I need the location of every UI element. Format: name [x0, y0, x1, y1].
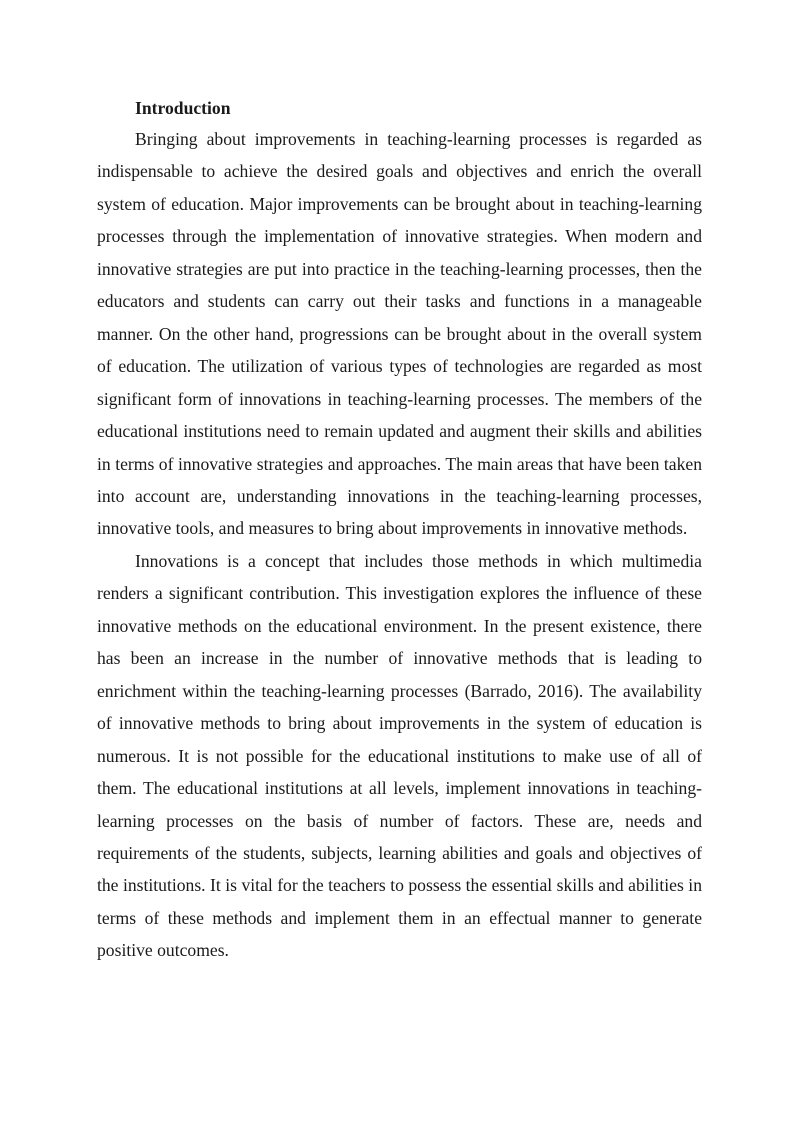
- section-heading: Introduction: [135, 98, 231, 118]
- document-body: [97, 94, 702, 967]
- paragraph-2: Innovations is a concept that includes those methods in which multimedia renders a significant contribution. This investigation explores the influence of these innovative methods on the educational environment. In the present existence, there has been an increase in the number of innovative methods that is leading to enrichment within the teaching-learning processes (Barrado, 2016). The availability of innovative methods to bring about improvements in the system of education is numerous. It is not possible for the educational institutions to make use of all of them. The educational institutions at all levels, implement innovations in teaching-learning processes on the basis of number of factors. These are, needs and requirements of the students, subjects, learning abilities and goals and objectives of the institutions. It is vital for the teachers to possess the essential skills and abilities in terms of these methods and implement them in an effectual manner to generate positive outcomes.: [97, 550, 702, 961]
- paragraph-1: Bringing about improvements in teaching-learning processes is regarded as indispensable to achieve the desired goals and objectives and enrich the overall system of education. Major improvements can be brought about in teaching-learning processes through the implementation of innovative strategies. When modern and innovative strategies are put into practice in the teaching-learning processes, then the educators and students can carry out their tasks and functions in a manageable manner. On the other hand, progressions can be brought about in the overall system of education. The utilization of various types of technologies are regarded as most significant form of innovations in teaching-learning processes. The members of the educational institutions need to remain updated and augment their skills and abilities in terms of innovative strategies and approaches. The main areas that have been taken into account are, understanding innovations in the teaching-learning processes, innovative tools, and measures to bring about improvements in innovative methods.: [97, 129, 702, 539]
